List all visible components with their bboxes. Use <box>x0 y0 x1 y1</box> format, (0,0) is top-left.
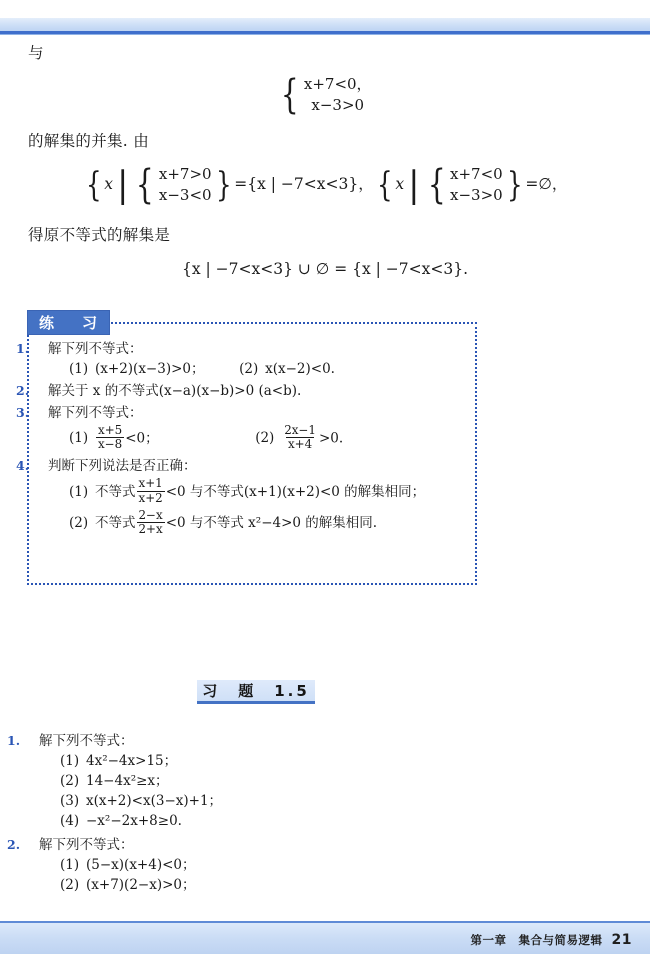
problem-item-1-sub-3-text: x(x+2)<x(3−x)+1； <box>86 793 223 809</box>
practice-item-4-sub-2-lead: 不等式 <box>95 514 136 531</box>
paragraph-union: 的解集的并集. 由 <box>28 132 150 150</box>
set1-result: {x | −7<x<3} <box>247 175 359 193</box>
display-final-equation: {x | −7<x<3} ∪ ∅ = {x | −7<x<3}. <box>181 260 469 278</box>
practice-item-3-sub-2-fraction <box>282 424 318 452</box>
practice-item-3-number: 3. <box>16 405 30 420</box>
page-number: 21 <box>611 932 632 948</box>
problem-item-2-sub-2-label: (2) <box>60 877 80 893</box>
problems-section-title: 习 题 1.5 <box>202 682 310 700</box>
problem-item-1-sub-1 <box>24 753 474 770</box>
system-rows <box>303 74 373 116</box>
practice-item-1-text: 解下列不等式： <box>48 341 143 357</box>
practice-item-1-sub-2-text: x(x−2)<0. <box>265 361 335 377</box>
practice-item-3-head <box>16 404 473 422</box>
problem-item-1-sub-4 <box>24 813 474 830</box>
set2-close-curly: } <box>506 165 523 205</box>
set2-result: ∅ <box>538 175 552 193</box>
practice-item-4-sub-2-label: (2) <box>69 514 89 531</box>
set2-equals: = <box>525 175 539 193</box>
page-content <box>0 40 650 278</box>
practice-item-1-sub-1-label: (1) <box>69 361 89 377</box>
problem-item-2-number: 2. <box>7 837 21 852</box>
practice-item-2 <box>16 382 473 400</box>
practice-item-4-number: 4. <box>16 457 30 473</box>
practice-item-3-sub-2-denominator: x+4 <box>287 437 313 452</box>
practice-item-1-sub-2-label: (2) <box>239 361 259 377</box>
problem-item-1-sub-3 <box>24 793 474 810</box>
problem-item-1-number: 1. <box>7 733 21 748</box>
problem-item-1 <box>7 732 474 830</box>
problem-item-2 <box>7 836 474 894</box>
set2-brace-glyph: { <box>427 162 446 208</box>
practice-item-3-sub-2-label: (2) <box>255 430 275 447</box>
practice-item-3-sub-1-denominator: x−8 <box>98 437 123 452</box>
set2-system <box>424 164 504 206</box>
problem-item-2-text: 解下列不等式： <box>39 837 134 853</box>
set1-equals: = <box>234 175 248 193</box>
practice-item-3-sub-2-tail: >0. <box>318 430 344 447</box>
system-row-2: x−3>0 <box>311 96 365 114</box>
footer-chapter-title: 第一章 集合与简易逻辑 <box>470 933 603 947</box>
derivation-comma: ， <box>358 175 374 193</box>
left-brace-glyph: { <box>281 72 300 118</box>
set1-row-2: x−3<0 <box>158 186 212 204</box>
problem-item-1-sub-1-text: 4x²−4x>15； <box>86 753 178 769</box>
practice-item-3-sub-2-numerator: 2x−1 <box>284 423 316 437</box>
brace-system <box>277 74 372 116</box>
practice-item-1 <box>16 340 473 378</box>
set2-open-curly: { <box>376 165 393 205</box>
problem-item-2-sub-1-label: (1) <box>60 857 80 873</box>
practice-item-1-sub-1-text: (x+2)(x−3)>0； <box>95 361 205 377</box>
set1-vertical-bar: | <box>116 164 129 206</box>
problem-item-1-sub-4-text: −x²−2x+8≥0. <box>86 813 182 829</box>
practice-tab-char-1: 练 <box>39 314 56 332</box>
practice-item-4-sub-1-fraction <box>137 477 165 505</box>
problem-item-2-sub-1-text: (5−x)(x+4)<0； <box>86 857 196 873</box>
practice-item-1-number: 1. <box>16 341 30 356</box>
practice-item-1-subs <box>33 361 473 378</box>
problem-item-1-head <box>7 732 474 750</box>
problem-item-1-sub-2-label: (2) <box>60 773 80 789</box>
practice-item-3-sub-1-tail: <0； <box>125 430 159 447</box>
problem-item-1-sub-4-label: (4) <box>60 813 80 829</box>
system-row-1: x+7<0， <box>303 75 372 93</box>
problem-item-1-sub-2-text: 14−4x²≥x； <box>86 773 169 789</box>
practice-item-4 <box>16 457 473 538</box>
practice-item-3 <box>16 404 473 453</box>
practice-item-4-sub-1 <box>33 478 473 506</box>
set2-row-2: x−3>0 <box>450 186 503 204</box>
problem-item-1-sub-3-label: (3) <box>60 793 80 809</box>
practice-item-4-sub-2-numerator: 2−x <box>138 507 163 522</box>
problems-exercise-list <box>7 728 474 897</box>
paragraph-yu: 与 <box>28 44 44 62</box>
practice-item-4-text: 判断下列说法是否正确： <box>48 457 197 474</box>
problem-item-2-sub-2 <box>24 877 474 894</box>
practice-item-3-sub-1-fraction <box>96 424 124 452</box>
practice-item-3-sub-1-numerator: x+5 <box>98 423 123 437</box>
set1-open-curly: { <box>85 165 102 205</box>
problems-section-heading <box>197 680 315 704</box>
set1-variable: x <box>104 175 113 193</box>
problem-item-2-sub-1 <box>24 857 474 874</box>
derivation-period: ， <box>551 175 568 193</box>
practice-item-3-sub-1-label: (1) <box>69 430 89 447</box>
set1-row-1: x+7>0 <box>158 165 212 183</box>
practice-item-2-number: 2. <box>16 383 30 398</box>
problem-item-2-sub-2-text: (x+7)(2−x)>0； <box>86 877 196 893</box>
problem-item-1-sub-1-label: (1) <box>60 753 80 769</box>
page-top-rule-secondary <box>0 34 650 35</box>
practice-item-4-sub-1-denominator: x+2 <box>138 490 163 505</box>
practice-exercise-list <box>16 336 473 540</box>
practice-item-3-text: 解下列不等式： <box>48 405 143 421</box>
practice-item-3-subs <box>33 425 473 453</box>
practice-item-4-sub-2-tail: <0 与不等式 x²−4>0 的解集相同. <box>165 514 378 531</box>
practice-item-2-text: 解关于 x 的不等式(x−a)(x−b)>0 (a<b). <box>48 383 302 399</box>
practice-item-4-sub-1-label: (1) <box>69 483 89 500</box>
problem-item-1-sub-2 <box>24 773 474 790</box>
problem-item-1-text: 解下列不等式： <box>39 733 134 749</box>
practice-item-1-head <box>16 340 473 358</box>
set2-row-1: x+7<0 <box>450 165 503 183</box>
problem-item-2-head <box>7 836 474 854</box>
practice-item-4-sub-2 <box>33 509 473 537</box>
practice-item-4-sub-1-numerator: x+1 <box>138 476 163 491</box>
practice-item-4-sub-1-lead: 不等式 <box>95 483 136 500</box>
set2-variable: x <box>395 175 405 193</box>
paragraph-result: 得原不等式的解集是 <box>28 226 171 244</box>
practice-item-2-head <box>16 382 473 400</box>
practice-item-4-sub-1-tail: <0 与不等式(x+1)(x+2)<0 的解集相同； <box>165 483 426 500</box>
set2-rows <box>449 164 504 206</box>
practice-item-4-head <box>16 457 473 475</box>
practice-item-4-sub-2-denominator: 2+x <box>138 521 163 536</box>
set2-vertical-bar: | <box>408 164 420 206</box>
set1-brace-glyph: { <box>136 162 155 208</box>
display-system-top <box>0 74 650 122</box>
set1-system <box>132 164 212 206</box>
footer <box>471 932 632 948</box>
set1-close-curly: } <box>215 165 232 205</box>
page-top-band <box>0 18 650 32</box>
display-derivation <box>0 164 650 216</box>
practice-item-4-sub-2-fraction <box>137 509 165 537</box>
practice-tab-char-2: 习 <box>81 314 98 332</box>
practice-tab-label <box>27 310 110 335</box>
set1-rows <box>158 164 213 206</box>
